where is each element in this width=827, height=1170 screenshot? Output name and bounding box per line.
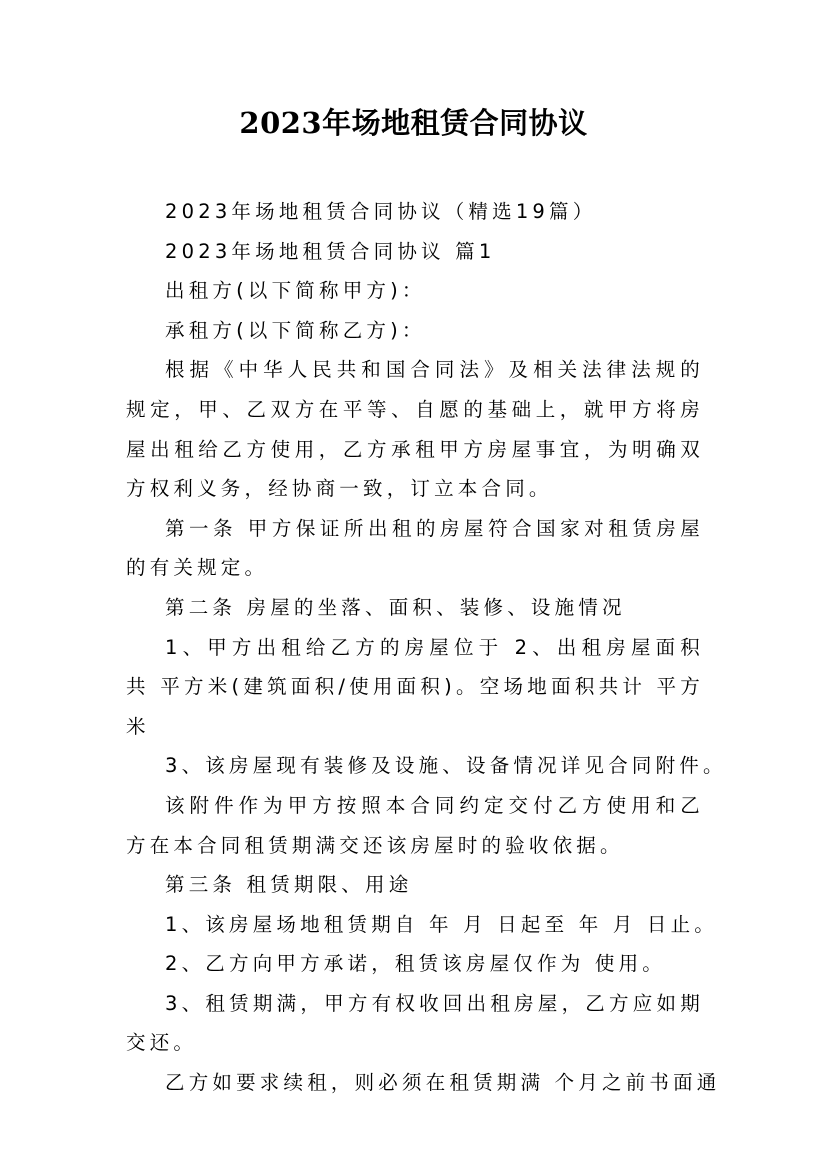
document-body <box>126 192 727 1103</box>
paragraph-attachment-note: 该附件作为甲方按照本合同约定交付乙方使用和乙方在本合同租赁期满交还该房屋时的验收依据。 <box>126 793 704 857</box>
paragraph-article-2-item-3: 3、该房屋现有装修及设施、设备情况详见合同附件。 <box>165 754 727 778</box>
paragraph-lessee: 承租方(以下简称乙方)： <box>165 318 426 342</box>
document-title: 2023年场地租赁合同协议 <box>239 106 588 140</box>
paragraph-article-1: 第一条 甲方保证所出租的房屋符合国家对租赁房屋的有关规定。 <box>126 516 704 580</box>
paragraph-article-3-heading: 第三条 租赁期限、用途 <box>165 873 413 897</box>
paragraph-preamble: 根据《中华人民共和国合同法》及相关法律法规的规定，甲、乙双方在平等、自愿的基础上，就甲方将房屋出租给乙方使用，乙方承租甲方房屋事宜，为明确双方权利义务，经协商一致，订立本合同。 <box>126 358 704 501</box>
paragraph-section-heading: 2023年场地租赁合同协议 篇1 <box>165 239 496 263</box>
paragraph-article-2-item-1: 1、甲方出租给乙方的房屋位于 2、出租房屋面积共 平方米(建筑面积/使用面积)。空场地面积共计 平方米 <box>126 635 704 738</box>
paragraph-renewal: 乙方如要求续租，则必须在租赁期满 个月之前书面通 <box>165 1071 721 1095</box>
paragraph-article-2-heading: 第二条 房屋的坐落、面积、装修、设施情况 <box>165 595 626 619</box>
paragraph-article-3-item-2: 2、乙方向甲方承诺，租赁该房屋仅作为 使用。 <box>165 952 667 976</box>
paragraph-article-3-item-3: 3、租赁期满，甲方有权收回出租房屋，乙方应如期交还。 <box>126 991 704 1055</box>
paragraph-lessor: 出租方(以下简称甲方)： <box>165 279 426 303</box>
paragraph-subtitle: 2023年场地租赁合同协议（精选19篇） <box>165 200 597 223</box>
paragraph-article-3-item-1: 1、该房屋场地租赁期自 年 月 日起至 年 月 日止。 <box>165 912 718 936</box>
